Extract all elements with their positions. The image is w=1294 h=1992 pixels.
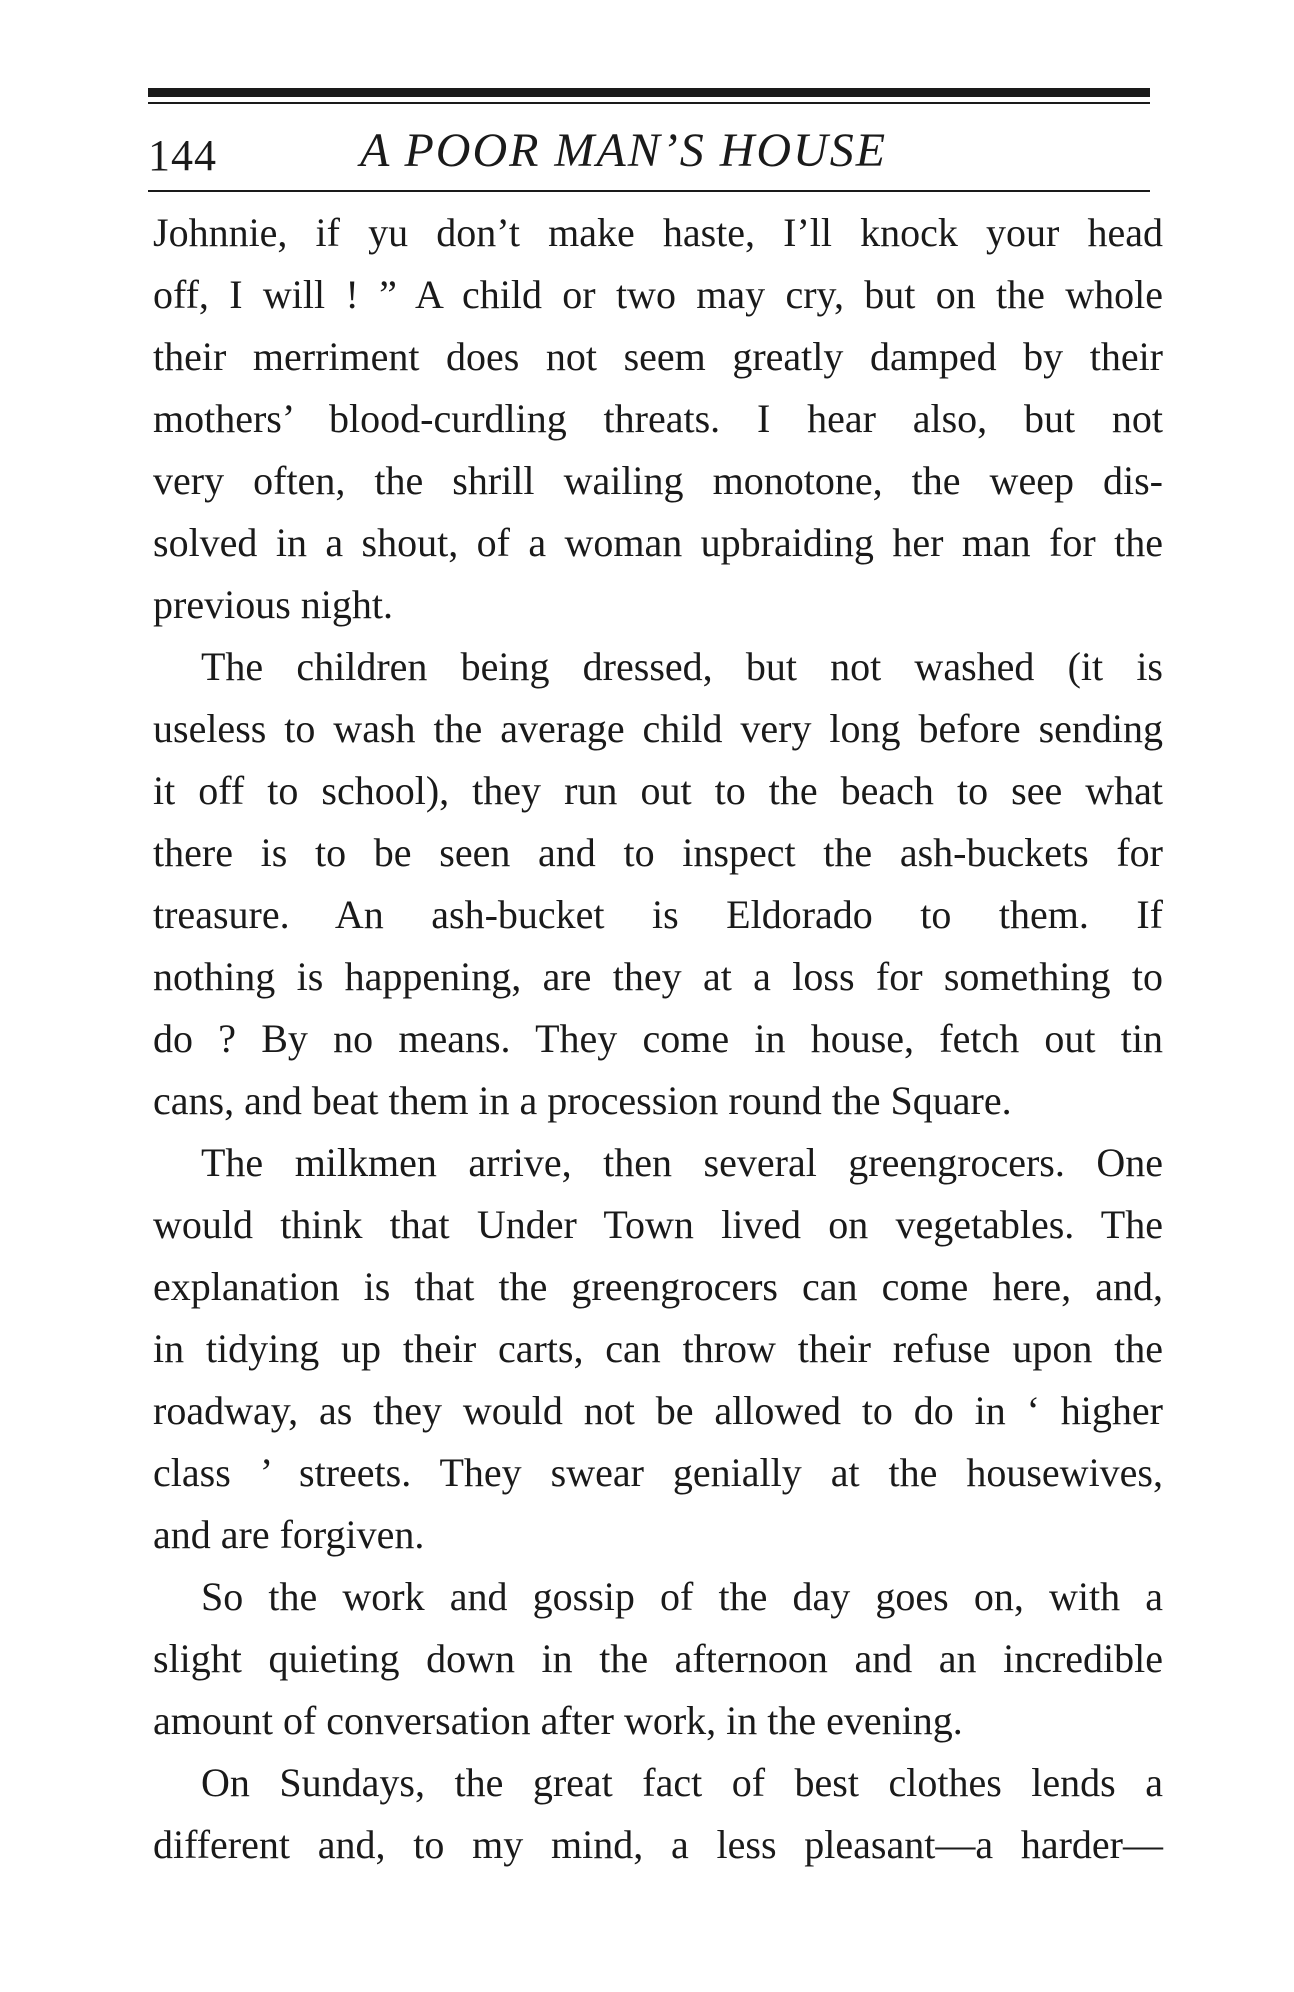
body-text xyxy=(153,202,1163,1876)
text-line: Johnnie, if yu don’t make haste, I’ll knock your head xyxy=(153,210,1163,255)
text-line: On Sundays, the great fact of best clothes lends a xyxy=(201,1760,1163,1805)
text-line: So the work and gossip of the day goes on, with a xyxy=(201,1574,1163,1619)
text-line: The milkmen arrive, then several greengrocers. One xyxy=(201,1140,1163,1185)
text-line: slight quieting down in the afternoon and an incredible xyxy=(153,1636,1163,1681)
paragraph-4 xyxy=(153,1566,1163,1752)
running-header xyxy=(148,118,1150,188)
text-line: amount of conversation after work, in the evening. xyxy=(153,1698,963,1743)
text-line: explanation is that the greengrocers can come here, and, xyxy=(153,1264,1163,1309)
paragraph-2 xyxy=(153,636,1163,1132)
text-line: solved in a shout, of a woman upbraiding her man for the xyxy=(153,520,1163,565)
text-line: The children being dressed, but not washed (it is xyxy=(201,644,1163,689)
header-thin-rule xyxy=(148,102,1150,104)
text-line: and are forgiven. xyxy=(153,1512,425,1557)
paragraph-1 xyxy=(153,202,1163,636)
paragraph-3 xyxy=(153,1132,1163,1566)
text-line: their merriment does not seem greatly damped by their xyxy=(153,334,1163,379)
text-line: do ? By no means. They come in house, fetch out tin xyxy=(153,1016,1163,1061)
text-line: off, I will ! ” A child or two may cry, but on the whole xyxy=(153,272,1163,317)
header-underline-rule xyxy=(148,190,1150,192)
text-line: there is to be seen and to inspect the ash-buckets for xyxy=(153,830,1163,875)
text-line: cans, and beat them in a procession round the Square. xyxy=(153,1078,1012,1123)
header-thick-rule xyxy=(148,88,1150,97)
text-line: class ’ streets. They swear genially at the housewives, xyxy=(153,1450,1163,1495)
running-title: A POOR MAN’S HOUSE xyxy=(360,124,888,177)
page-number: 144 xyxy=(148,131,217,180)
text-line: previous night. xyxy=(153,582,393,627)
text-line: very often, the shrill wailing monotone, the weep dis- xyxy=(153,458,1163,503)
text-line: in tidying up their carts, can throw their refuse upon the xyxy=(153,1326,1163,1371)
text-line: nothing is happening, are they at a loss for something to xyxy=(153,954,1163,999)
text-line: mothers’ blood-curdling threats. I hear also, but not xyxy=(153,396,1163,441)
text-line: would think that Under Town lived on vegetables. The xyxy=(153,1202,1163,1247)
text-line: it off to school), they run out to the beach to see what xyxy=(153,768,1163,813)
paragraph-5 xyxy=(153,1752,1163,1876)
text-line: roadway, as they would not be allowed to do in ‘ higher xyxy=(153,1388,1163,1433)
text-line: treasure. An ash-bucket is Eldorado to them. If xyxy=(153,892,1163,937)
text-line: different and, to my mind, a less pleasant—a harder— xyxy=(153,1822,1163,1867)
text-line: useless to wash the average child very long before sending xyxy=(153,706,1163,751)
